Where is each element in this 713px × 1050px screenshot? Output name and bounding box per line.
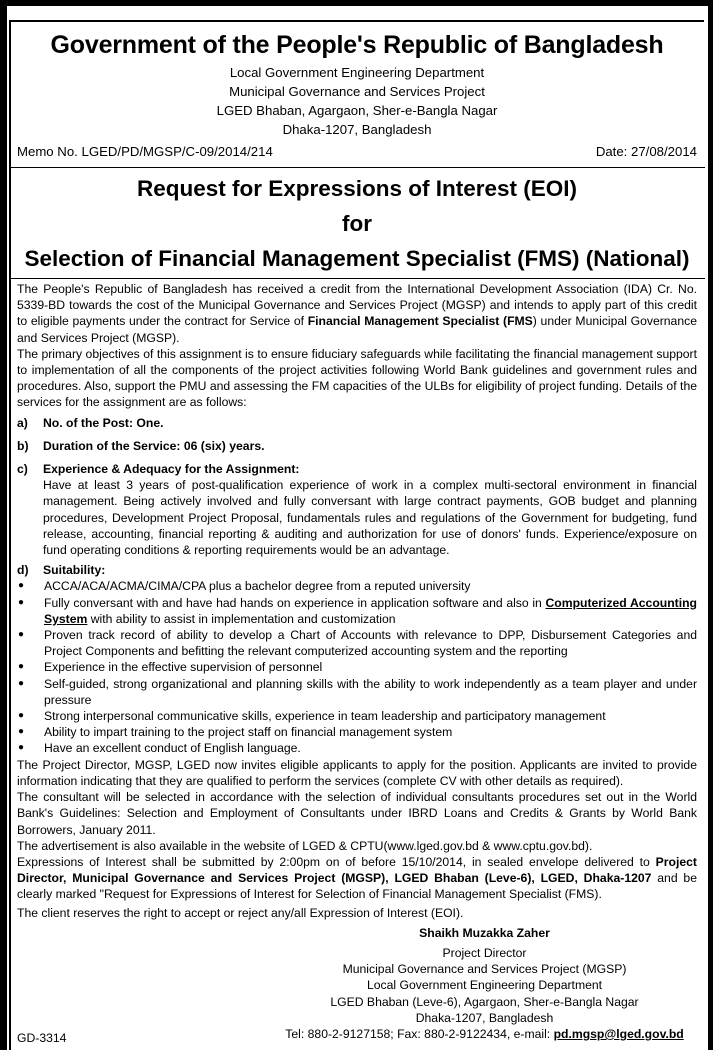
signatory-address: LGED Bhaban (Leve-6), Agargaon, Sher-e-Bangla Nagar <box>330 994 639 1009</box>
inner-top-border <box>10 20 704 22</box>
bullet-icon: ● <box>18 710 25 722</box>
right-border <box>708 0 713 1050</box>
title-divider <box>9 278 705 279</box>
item-duration: b) Duration of the Service: 06 (six) years. <box>17 438 265 453</box>
government-title: Government of the People's Republic of Bangladesh <box>50 31 664 59</box>
signatory-department: Local Government Engineering Department <box>366 978 603 993</box>
project-line: Municipal Governance and Services Project <box>229 84 485 99</box>
invitation-paragraph: The Project Director, MGSP, LGED now invites eligible applicants to apply for the position. Applicants are invited to provide information indicating that they are qualified to perform the services (complete CV with other details as required). <box>17 757 697 788</box>
rights-paragraph: The client reserves the right to accept or reject any/all Expression of Interest (EOI). <box>17 905 464 920</box>
item-experience: c) Experience & Adequacy for the Assignment: <box>17 462 300 477</box>
eoi-title-position: Selection of Financial Management Specialist (FMS) (National) <box>24 246 690 271</box>
website-paragraph: The advertisement is also available in the website of LGED & CPTU(www.lged.gov.bd & www.cptu.gov.bd). <box>17 838 593 853</box>
eoi-title: Request for Expressions of Interest (EOI) <box>136 176 578 201</box>
signatory-title: Project Director <box>442 945 527 960</box>
eoi-title-for: for <box>342 211 372 236</box>
list-item: ● Self-guided, strong organizational and planning skills with the ability to work independently as a team player and under pressure <box>18 676 697 707</box>
signatory-project: Municipal Governance and Services Project (MGSP) <box>342 962 627 977</box>
bullet-icon: ● <box>18 629 25 641</box>
signatory-contact: Tel: 880-2-9127158; Fax: 880-2-9122434, e-mail: pd.mgsp@lged.gov.bd <box>285 1026 684 1041</box>
memo-number: Memo No. LGED/PD/MGSP/C-09/2014/214 <box>17 144 273 159</box>
list-item: ● Have an excellent conduct of English language. <box>18 741 301 756</box>
list-item: ● Fully conversant with and have had hands on experience in application software and also in Computerized Accounting System with ability to assist in implementation and customization <box>18 595 697 626</box>
city-line: Dhaka-1207, Bangladesh <box>282 122 432 137</box>
memo-date: Date: 27/08/2014 <box>595 144 697 159</box>
list-item: ● Experience in the effective supervision of personnel <box>18 660 323 675</box>
bullet-icon: ● <box>18 677 25 689</box>
address-line: LGED Bhaban, Agargaon, Sher-e-Bangla Nagar <box>216 103 498 118</box>
item-post: a) No. of the Post: One. <box>17 415 164 430</box>
inner-left-border <box>9 20 11 1050</box>
objectives-paragraph: The primary objectives of this assignment is to ensure fiduciary safeguards while facilitating the financial management support to implementation of all the components of the project activities following World Bank guidelines and government rules and procedures. Also, support the PMU and assessing the FM capacities of the ULBs for eligibility of project funding. Details of the services for the assignment are as follows: <box>17 346 697 410</box>
item-suitability: d) Suitability: <box>17 563 106 578</box>
header-divider <box>9 167 705 168</box>
gd-code: GD-3314 <box>17 1031 67 1045</box>
bullet-icon: ● <box>18 742 25 754</box>
submission-paragraph: Expressions of Interest shall be submitted by 2:00pm on of before 15/10/2014, in sealed envelope delivered to Project Director, Municipal Governance and Services Project (MGSP), LGED Bhaban (Leve-6), LGED, Dhaka-1207 and be clearly marked "Request for Expressions of Interest for Selection of Financial Management Specialist (FMS). <box>17 854 697 902</box>
signatory-city: Dhaka-1207, Bangladesh <box>415 1010 554 1025</box>
top-border <box>0 0 713 6</box>
left-border <box>0 0 7 1050</box>
list-item: ● Proven track record of ability to develop a Chart of Accounts with relevance to DPP, Disbursement Categories and Project Components and befitting the relevant computerized accounting system and the reporting <box>18 628 697 659</box>
email-link[interactable]: pd.mgsp@lged.gov.bd <box>553 1026 684 1041</box>
bullet-icon: ● <box>18 596 25 608</box>
signature-block <box>272 925 697 1042</box>
selection-paragraph: The consultant will be selected in accordance with the selection of individual consultants procedures set out in the World Bank's Guidelines: Selection and Employment of Consultants under IBRD Loans and Credits & Grants by World Bank Borrowers, January 2011. <box>17 790 697 837</box>
list-item: ● ACCA/ACA/ACMA/CIMA/CPA plus a bachelor degree from a reputed university <box>18 579 471 594</box>
intro-paragraph: The People's Republic of Bangladesh has received a credit from the International Development Association (IDA) Cr. No. 5339-BD towards the cost of the Municipal Governance and Services Project (MGSP) and intends to apply part of this credit to eligible payments under the contract for Service of Financial Management Specialist (FMS) under Municipal Governance and Services Project (MGSP). <box>17 282 697 345</box>
memo-row <box>17 143 697 161</box>
list-item: ● Ability to impart training to the project staff on financial management system <box>18 725 453 740</box>
experience-text: Have at least 3 years of post-qualification experience of work in a complex multi-sectoral environment in financial management. Being actively involved and fully conversant with large contract payments, GOB budget and planning procedures, Development Project Proposal, fundamentals rules and regulations of the Government for budgeting, fund release, accounting, financial reporting & auditing and authorization for use of donors' funds. Experience/exposure on fund operating conditions & reporting requirements would be an advantage. <box>43 478 697 558</box>
bullet-icon: ● <box>18 726 25 738</box>
bullet-icon: ● <box>18 661 25 673</box>
department-line: Local Government Engineering Department <box>229 65 485 80</box>
bullet-icon: ● <box>18 580 25 592</box>
list-item: ● Strong interpersonal communicative skills, experience in team leadership and participatory management <box>18 709 606 724</box>
signatory-name: Shaikh Muzakka Zaher <box>419 925 550 940</box>
notice-content <box>17 30 697 1042</box>
